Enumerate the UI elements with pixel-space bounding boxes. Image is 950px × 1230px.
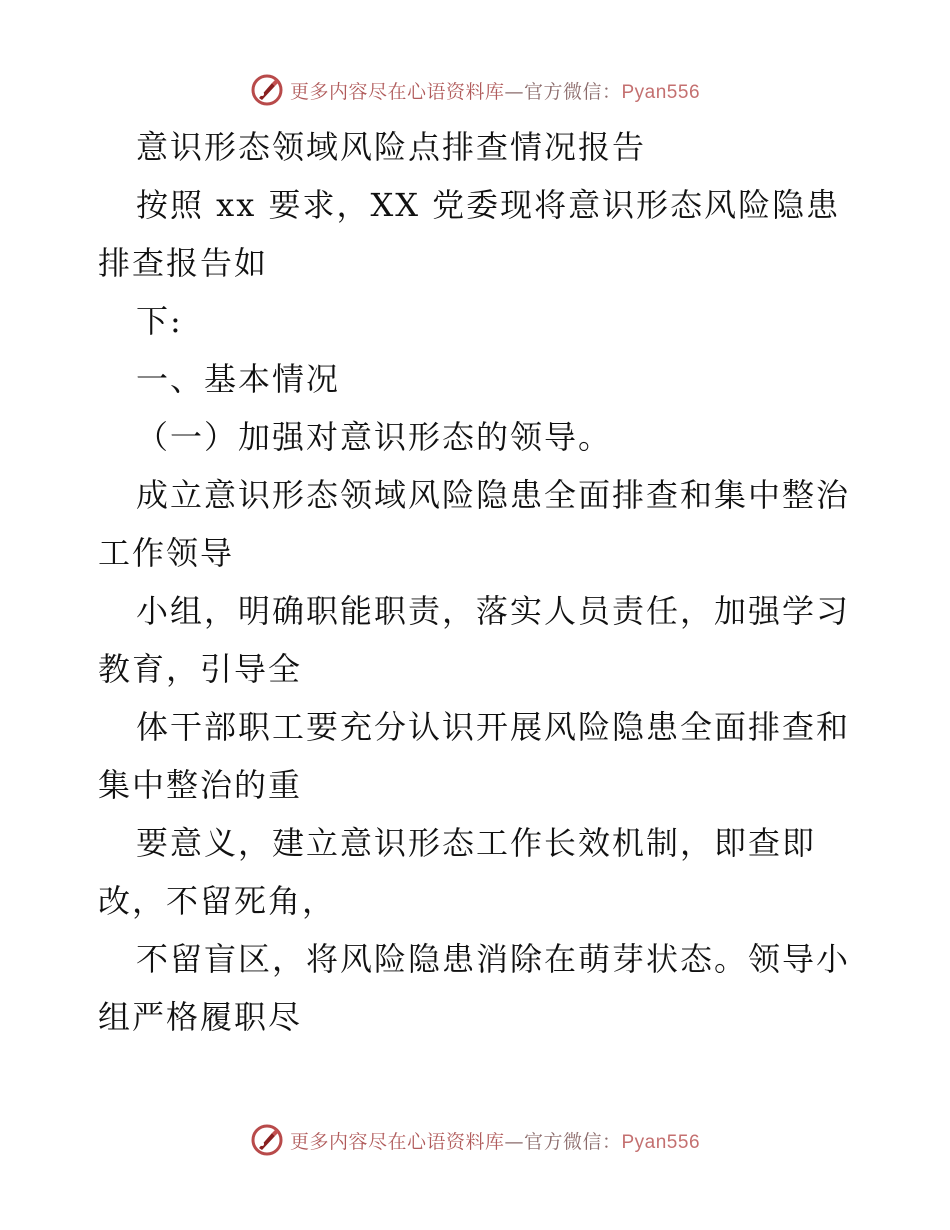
text-line: 不留盲区，将风险隐患消除在萌芽状态。领导小 [136, 940, 851, 978]
text-line: 按照 xx 要求，XX 党委现将意识形态风险隐患 [136, 186, 841, 224]
text-line: 工作领导 [98, 534, 235, 572]
watermark-id: Pyan556 [621, 1131, 701, 1153]
watermark-label: 官方微信： [523, 1130, 622, 1153]
pen-logo-icon [250, 73, 284, 107]
header-watermark [0, 72, 950, 108]
document-body [98, 118, 858, 1046]
text-line: 成立意识形态领域风险隐患全面排查和集中整治 [136, 476, 851, 514]
watermark-text [290, 1127, 700, 1154]
pen-logo-icon [250, 1123, 284, 1157]
watermark-text [290, 77, 700, 104]
text-line: （一）加强对意识形态的领导。 [136, 418, 613, 456]
text-line: 下: [136, 302, 183, 340]
text-line: 教育，引导全 [98, 650, 303, 688]
watermark-main-text: 更多内容尽在心语资料库 [289, 80, 505, 103]
text-line: 一、基本情况 [136, 360, 341, 398]
watermark-dash: — [504, 1130, 524, 1153]
text-line: 改，不留死角， [98, 882, 337, 920]
watermark-label: 官方微信： [523, 80, 622, 103]
text-line: 组严格履职尽 [98, 998, 303, 1036]
text-line: 意识形态领域风险点排查情况报告 [136, 128, 647, 166]
text-line: 排查报告如 [98, 244, 269, 282]
watermark-dash: — [504, 80, 524, 103]
text-line: 集中整治的重 [98, 766, 303, 804]
watermark-main-text: 更多内容尽在心语资料库 [289, 1130, 505, 1153]
text-line: 小组，明确职能职责，落实人员责任，加强学习 [136, 592, 851, 630]
text-line: 体干部职工要充分认识开展风险隐患全面排查和 [136, 708, 851, 746]
footer-watermark [0, 1122, 950, 1158]
watermark-id: Pyan556 [621, 81, 701, 103]
text-line: 要意义，建立意识形态工作长效机制，即查即 [136, 824, 817, 862]
